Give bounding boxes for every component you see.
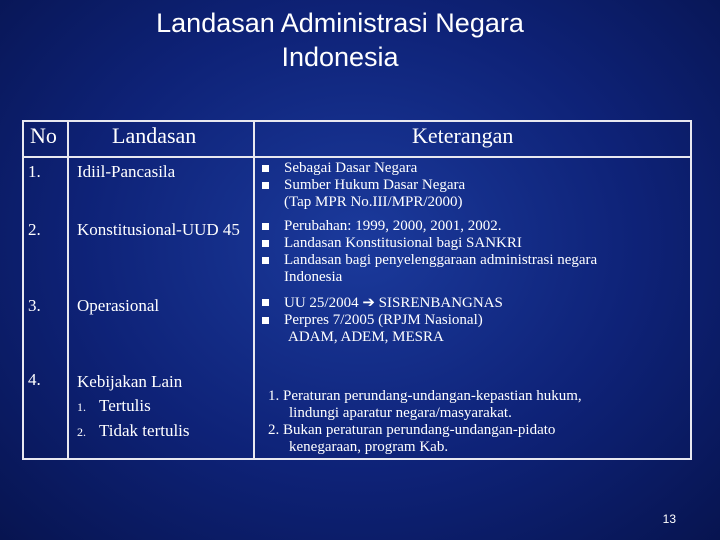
col-divider-1: [67, 120, 69, 460]
square-bullet-icon: [262, 182, 269, 189]
row4-no: 4.: [28, 370, 41, 389]
row1-keterangan: [262, 160, 687, 211]
table-bottom-border: [22, 458, 692, 460]
square-bullet-icon: [262, 257, 269, 264]
page-number: 13: [662, 512, 676, 526]
header-bottom-border: [22, 156, 692, 158]
title-line-1: Landasan Administrasi Negara: [156, 8, 524, 38]
header-no: No: [30, 123, 57, 148]
list-item-continuation: ADAM, ADEM, MESRA: [288, 329, 444, 345]
row3-no: 3.: [28, 296, 41, 315]
table-left-border: [22, 120, 24, 460]
list-item: Perpres 7/2005 (RPJM Nasional): [262, 312, 687, 329]
header-landasan: Landasan: [112, 123, 197, 148]
row4-landasan: [77, 370, 190, 444]
row1-no: 1.: [28, 162, 41, 181]
col-divider-2: [253, 120, 255, 460]
list-item: 1. Tertulis: [77, 396, 151, 415]
list-item: UU 25/2004 ➔ SISRENBANGNAS: [262, 294, 687, 312]
right-arrow-icon: ➔: [362, 293, 375, 311]
row2-landasan: Konstitusional-UUD 45: [77, 220, 240, 239]
row3-landasan: Operasional: [77, 296, 160, 315]
row1-landasan: Idiil-Pancasila: [77, 162, 176, 181]
list-item: Landasan bagi penyelenggaraan administrasi negara: [262, 252, 687, 269]
list-item: 2. Tidak tertulis: [77, 421, 190, 440]
row4-landasan-title: Kebijakan Lain: [77, 372, 183, 391]
square-bullet-icon: [262, 165, 269, 172]
row3-keterangan: [262, 294, 687, 346]
row2-no: 2.: [28, 220, 41, 239]
title-line-2: Indonesia: [281, 42, 399, 72]
list-item: Perubahan: 1999, 2000, 2001, 2002.: [262, 218, 687, 235]
row4-sub-list: [77, 394, 190, 444]
square-bullet-icon: [262, 240, 269, 247]
row4-keterangan: 1. Peraturan perundang-undangan-kepastian hukum, lindungi aparatur negara/masyarakat. 2. Bukan peraturan perundang-undangan-pidato kenegaraan, program Kab.: [268, 388, 582, 455]
header-keterangan: Keterangan: [412, 123, 514, 148]
table-right-border: [690, 120, 692, 460]
list-item: Landasan Konstitusional bagi SANKRI: [262, 235, 687, 252]
square-bullet-icon: [262, 299, 269, 306]
table-top-border: [22, 120, 692, 122]
list-item: Sebagai Dasar Negara: [262, 160, 687, 177]
list-item-continuation: Indonesia: [284, 269, 343, 285]
slide-title: [40, 6, 640, 74]
square-bullet-icon: [262, 317, 269, 324]
square-bullet-icon: [262, 223, 269, 230]
landasan-table: [22, 120, 692, 460]
row2-keterangan: [262, 218, 687, 286]
list-item: Sumber Hukum Dasar Negara: [262, 177, 687, 194]
list-item-continuation: (Tap MPR No.III/MPR/2000): [284, 194, 463, 210]
